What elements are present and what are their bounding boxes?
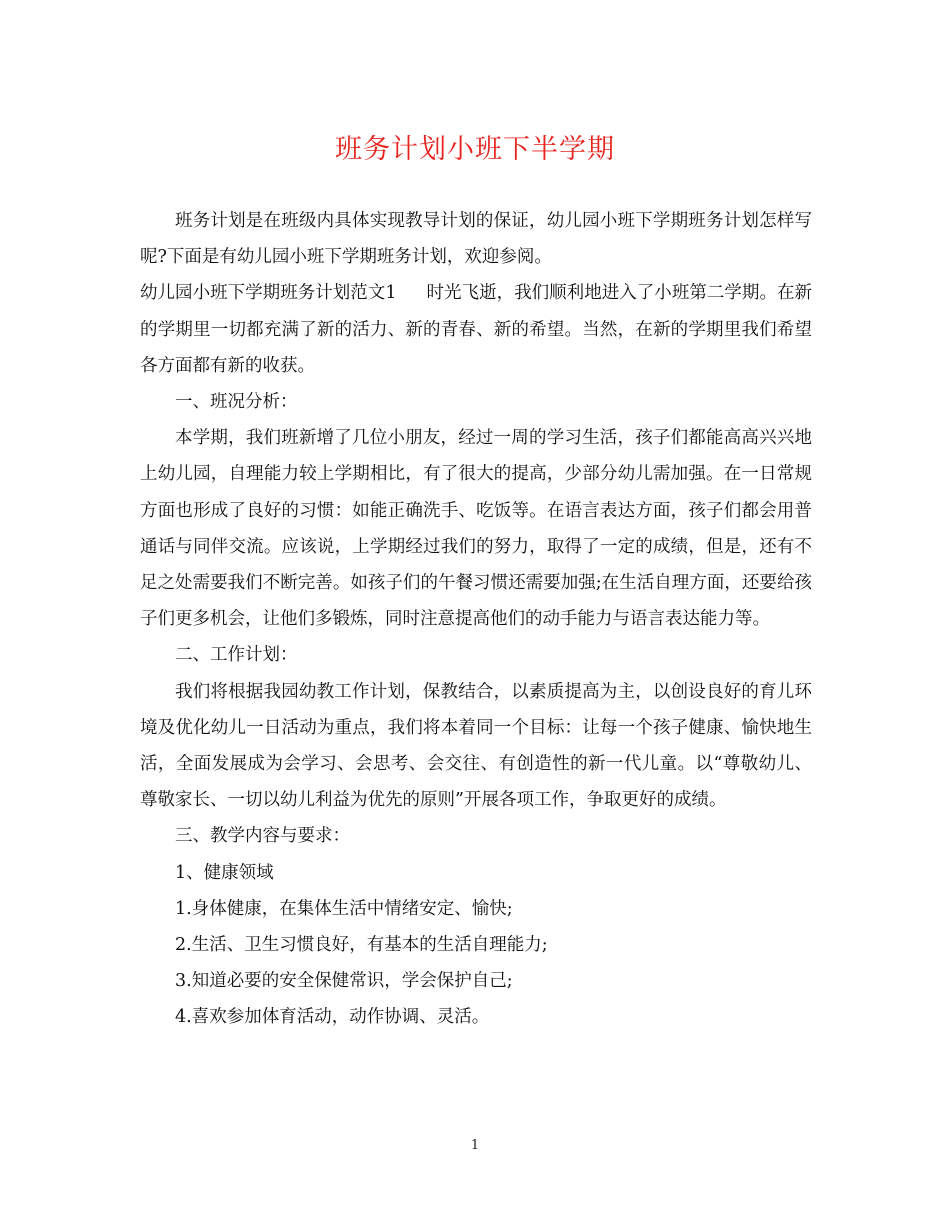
subsection-heading-health: 1、健康领域 <box>175 862 274 883</box>
list-item: 2.生活、卫生习惯良好，有基本的生活自理能力; <box>175 935 548 956</box>
document-title: 班务计划小班下半学期 <box>335 134 615 165</box>
list-item: 3.知道必要的安全保健常识，学会保护自己; <box>175 971 513 992</box>
list-item: 4.喜欢参加体育活动，动作协调、灵活。 <box>175 1007 490 1028</box>
sample-opening: 时光飞逝，我们顺利地进入了小班第二学期。在新的学期里一切都充满了新的活力、新的青春、新的希望。当然，在新的学期里我们希望各方面都有新的收获。 <box>140 283 812 376</box>
sample-paragraph <box>140 275 812 384</box>
section-body-work-plan: 我们将根据我园幼教工作计划，保教结合，以素质提高为主，以创设良好的育儿环境及优化幼儿一日活动为重点，我们将本着同一个目标：让每一个孩子健康、愉快地生活，全面发展成为会学习、会思考、会交往、有创造性的新一代儿童。以“尊敬幼儿、尊敬家长、一切以幼儿利益为优先的原则”开展各项工作，争取更好的成绩。 <box>140 681 812 811</box>
section-heading-teaching: 三、教学内容与要求： <box>175 826 350 847</box>
list-item: 1.身体健康，在集体生活中情绪安定、愉快; <box>175 898 513 919</box>
section-heading-situation: 一、班况分析： <box>175 392 298 413</box>
document-body <box>140 203 812 1036</box>
section-body-situation: 本学期，我们班新增了几位小朋友，经过一周的学习生活，孩子们都能高高兴兴地上幼儿园，自理能力较上学期相比，有了很大的提高，少部分幼儿需加强。在一日常规方面也形成了良好的习惯：如能正确洗手、吃饭等。在语言表达方面，孩子们都会用普通话与同伴交流。应该说，上学期经过我们的努力，取得了一定的成绩，但是，还有不足之处需要我们不断完善。如孩子们的午餐习惯还需要加强;在生活自理方面，还要给孩子们更多机会，让他们多锻炼，同时注意提高他们的动手能力与语言表达能力等。 <box>140 428 812 630</box>
sample-heading: 幼儿园小班下学期班务计划范文1 <box>140 283 397 304</box>
intro-paragraph: 班务计划是在班级内具体实现教导计划的保证，幼儿园小班下学期班务计划怎样写呢?下面是有幼儿园小班下学期班务计划，欢迎参阅。 <box>140 211 812 268</box>
section-heading-work-plan: 二、工作计划： <box>175 645 298 666</box>
page-number: 1 <box>470 1138 480 1153</box>
